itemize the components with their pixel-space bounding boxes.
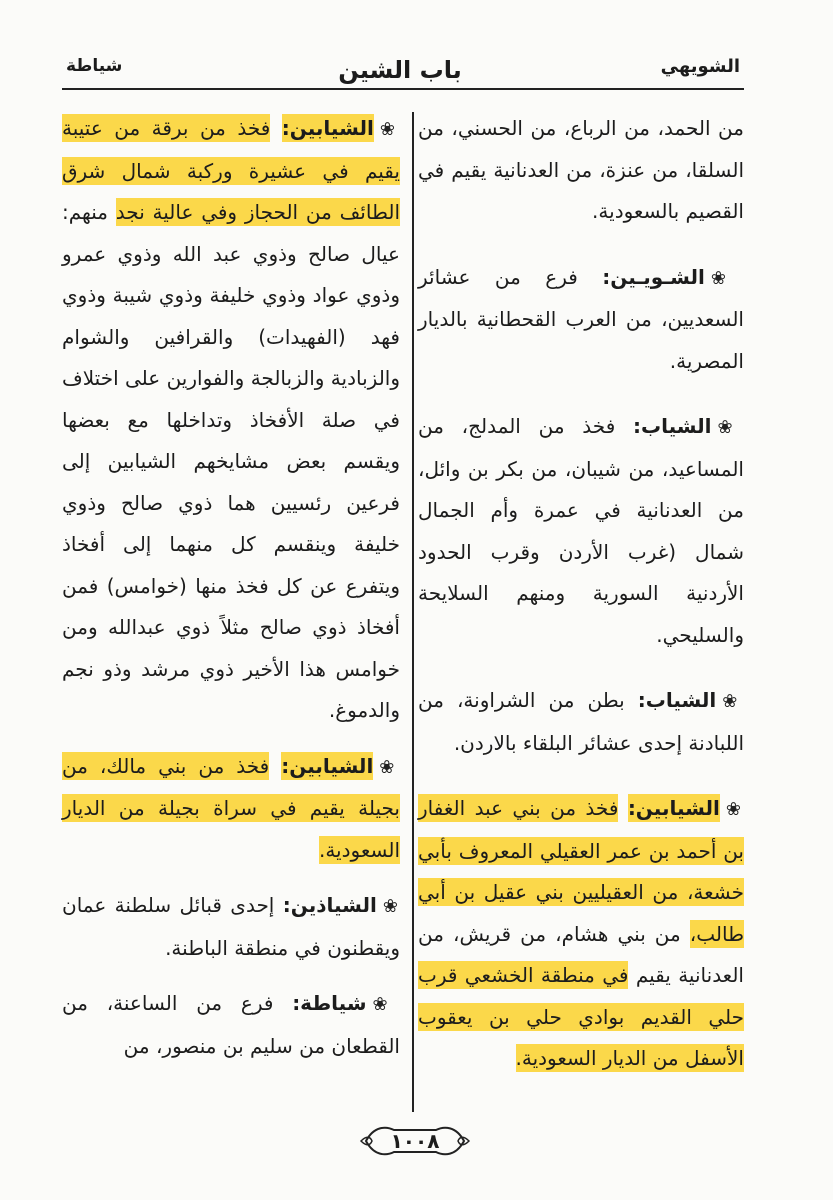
left-column <box>62 108 400 1067</box>
entry-text: بطن من الشراونة، من اللبادنة إحدى عشائر البلقاء بالاردن. <box>418 688 744 755</box>
dictionary-entry <box>418 406 744 656</box>
dictionary-entry <box>62 885 400 969</box>
dictionary-entry <box>418 788 744 1080</box>
entry-term: شياطة: <box>292 991 367 1015</box>
page-number: ١٠٠٨ <box>390 1129 440 1153</box>
entry-text: فرع من عشائر السعديين، من العرب القحطانية بالديار المصرية. <box>418 264 744 373</box>
entry-text: إحدى قبائل سلطنة عمان ويقطنون في منطقة الباطنة. <box>62 893 400 960</box>
entry-term: الشياذين: <box>282 893 377 917</box>
entry-term: الشياب: <box>633 414 712 438</box>
flower-bullet-icon: ❀ <box>717 417 744 438</box>
dictionary-entry <box>62 108 400 732</box>
dictionary-entry <box>418 108 744 233</box>
running-header-title: باب الشين <box>338 56 462 84</box>
flower-bullet-icon: ❀ <box>722 691 744 712</box>
highlighted-text: فخذ من بني عبد الغفار بن أحمد بن عمر العقيلي المعروف بأبي خشعة، من العقيليين بني عقيل بن أبي طالب، <box>418 796 744 946</box>
entry-term: الشـويـين: <box>602 264 705 289</box>
highlighted-text: في منطقة الخشعي قرب حلي القديم بوادي حلي بن يعقوب الأسفل من الديار السعودية. <box>418 963 744 1070</box>
dictionary-entry <box>62 746 400 872</box>
column-divider <box>412 112 414 1112</box>
right-column <box>418 108 744 1080</box>
running-header-right: الشويهي <box>660 56 740 77</box>
running-header-left: شياطة <box>66 56 123 76</box>
entry-text: فخذ من المدلج، من المساعيد، من شيبان، من بكر بن وائل، من العدنانية في عمرة وأم الجمال شمال (غرب الأردن وقرب الحدود الأردنية السورية ومنهم السلايحة والسليحي. <box>418 414 744 647</box>
flower-bullet-icon: ❀ <box>725 799 744 820</box>
entry-text: من بني هشام، من قريش، من العدنانية يقيم <box>418 921 744 987</box>
entry-term: الشيابين: <box>281 753 374 778</box>
flower-bullet-icon: ❀ <box>382 896 400 917</box>
entry-term: الشيابين: <box>627 796 720 820</box>
entry-term: الشياب: <box>637 688 717 712</box>
flower-bullet-icon: ❀ <box>379 119 400 140</box>
highlighted-text: فخذ من برقة من عتيبة يقيم في عشيرة وركبة شمال شرق الطائف من الحجاز وفي عالية نجد <box>62 116 401 224</box>
header-rule <box>62 88 744 90</box>
flower-bullet-icon: ❀ <box>710 267 744 289</box>
entry-text: منهم: عيال صالح وذوي عبد الله وذوي عمرو وذوي عواد وذوي خليفة وذوي شيبة وذوي فهد (الفهيدات) والقرافين والشوام والزبادية والزبالجة والفوارين على اختلاف في صلة الأفخاذ وتداخلها مع بعضها ويقسم بعض مشايخهم الشيابين إلى فرعين رئسيين هما ذوي صالح وذوي خليفة وينقسم كل منهما إلى أفخاذ ويتفرع عن كل فخذ منها (خوامس) فمن أفخاذ ذوي صالح مثلاً ذوي عبدالله ومن خوامس هذا الأخير ذوي مرشد وذو نجم والدموغ. <box>62 200 400 722</box>
dictionary-entry <box>418 257 744 383</box>
flower-bullet-icon: ❀ <box>372 994 400 1015</box>
entry-text: فرع من الساعنة، من القطعان من سليم بن منصور، من <box>62 991 400 1058</box>
flower-bullet-icon: ❀ <box>379 756 400 778</box>
page-number-ornament <box>360 1122 470 1160</box>
entry-text: من الحمد، من الرباع، من الحسني، من السلقا، من عنزة، من العدنانية يقيم في القصيم بالسعودية. <box>418 116 744 223</box>
highlight <box>282 114 374 142</box>
highlight <box>281 752 373 780</box>
dictionary-entry <box>62 983 400 1067</box>
entry-term: الشيابين: <box>281 116 374 140</box>
highlight <box>628 794 720 822</box>
dictionary-entry <box>418 680 744 764</box>
highlighted-text: فخذ من بني مالك، من بجيلة يقيم في سراة بجيلة من الديار السعودية. <box>62 753 400 862</box>
